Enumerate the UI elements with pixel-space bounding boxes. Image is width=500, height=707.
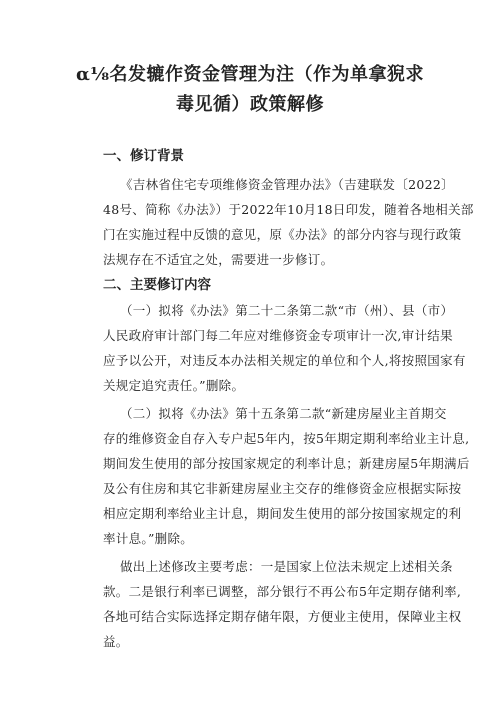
paragraph-line: 《吉林省住宅专项维修资金管理办法》（吉建联发〔2022〕 (120, 177, 454, 192)
document-title-line-2: 毒见循）政策解修 (176, 94, 324, 115)
paragraph-line: （二）拟将《办法》第十五条第二款“新建房屋业主首期交 (120, 406, 447, 421)
paragraph-line: 各地可结合实际选择定期存储年限，方便业主使用，保障业主权 (103, 609, 462, 624)
paragraph-line: 款。二是银行利率已调整，部分银行不再公布5年定期存储利率, (103, 584, 462, 599)
paragraph-line: 人民政府审计部门每二年应对维修资金专项审计一次,审计结果 (103, 328, 453, 343)
document-title-line-1: α⅛名发辘作资金管理为注（作为单拿猊求 (76, 64, 424, 85)
paragraph-line: 期间发生使用的部分按国家规定的利率计息；新建房屋5年期满后 (103, 456, 470, 471)
paragraph-line: 法规存在不适宜之处，需要进一步修订。 (103, 252, 334, 267)
section-heading-background: 一、修订背景 (103, 148, 184, 164)
paragraph-line: 存的维修资金自存入专户起5年内，按5年期定期利率给业主计息, (103, 431, 470, 446)
section-heading-revisions: 二、主要修订内容 (103, 277, 211, 293)
paragraph-line: 及公有住房和其它非新建房屋业主交存的维修资金应根据实际按 (103, 481, 462, 496)
paragraph-line: 48号、简称《办法》）于2022年10月18日印发，随着各地相关部 (103, 202, 474, 217)
paragraph-line: 率计息。”删除。 (103, 531, 194, 546)
paragraph-line: 相应定期利率给业主计息，期间发生使用的部分按国家规定的利 (103, 506, 462, 521)
paragraph-line: 应予以公开，对违反本办法相关规定的单位和个人,将按照国家有 (103, 353, 466, 368)
paragraph-line: 益。 (103, 634, 129, 649)
paragraph-line: 门在实施过程中反馈的意见，原《办法》的部分内容与现行政策 (103, 227, 462, 242)
paragraph-line: 做出上述修改主要考虑：一是国家上位法未规定上述相关条 (120, 559, 453, 574)
paragraph-line: 关规定追究责任。”删除。 (103, 378, 245, 393)
paragraph-line: （一）拟将《办法》第二十二条第二款“市（州）、县（市） (120, 303, 454, 318)
